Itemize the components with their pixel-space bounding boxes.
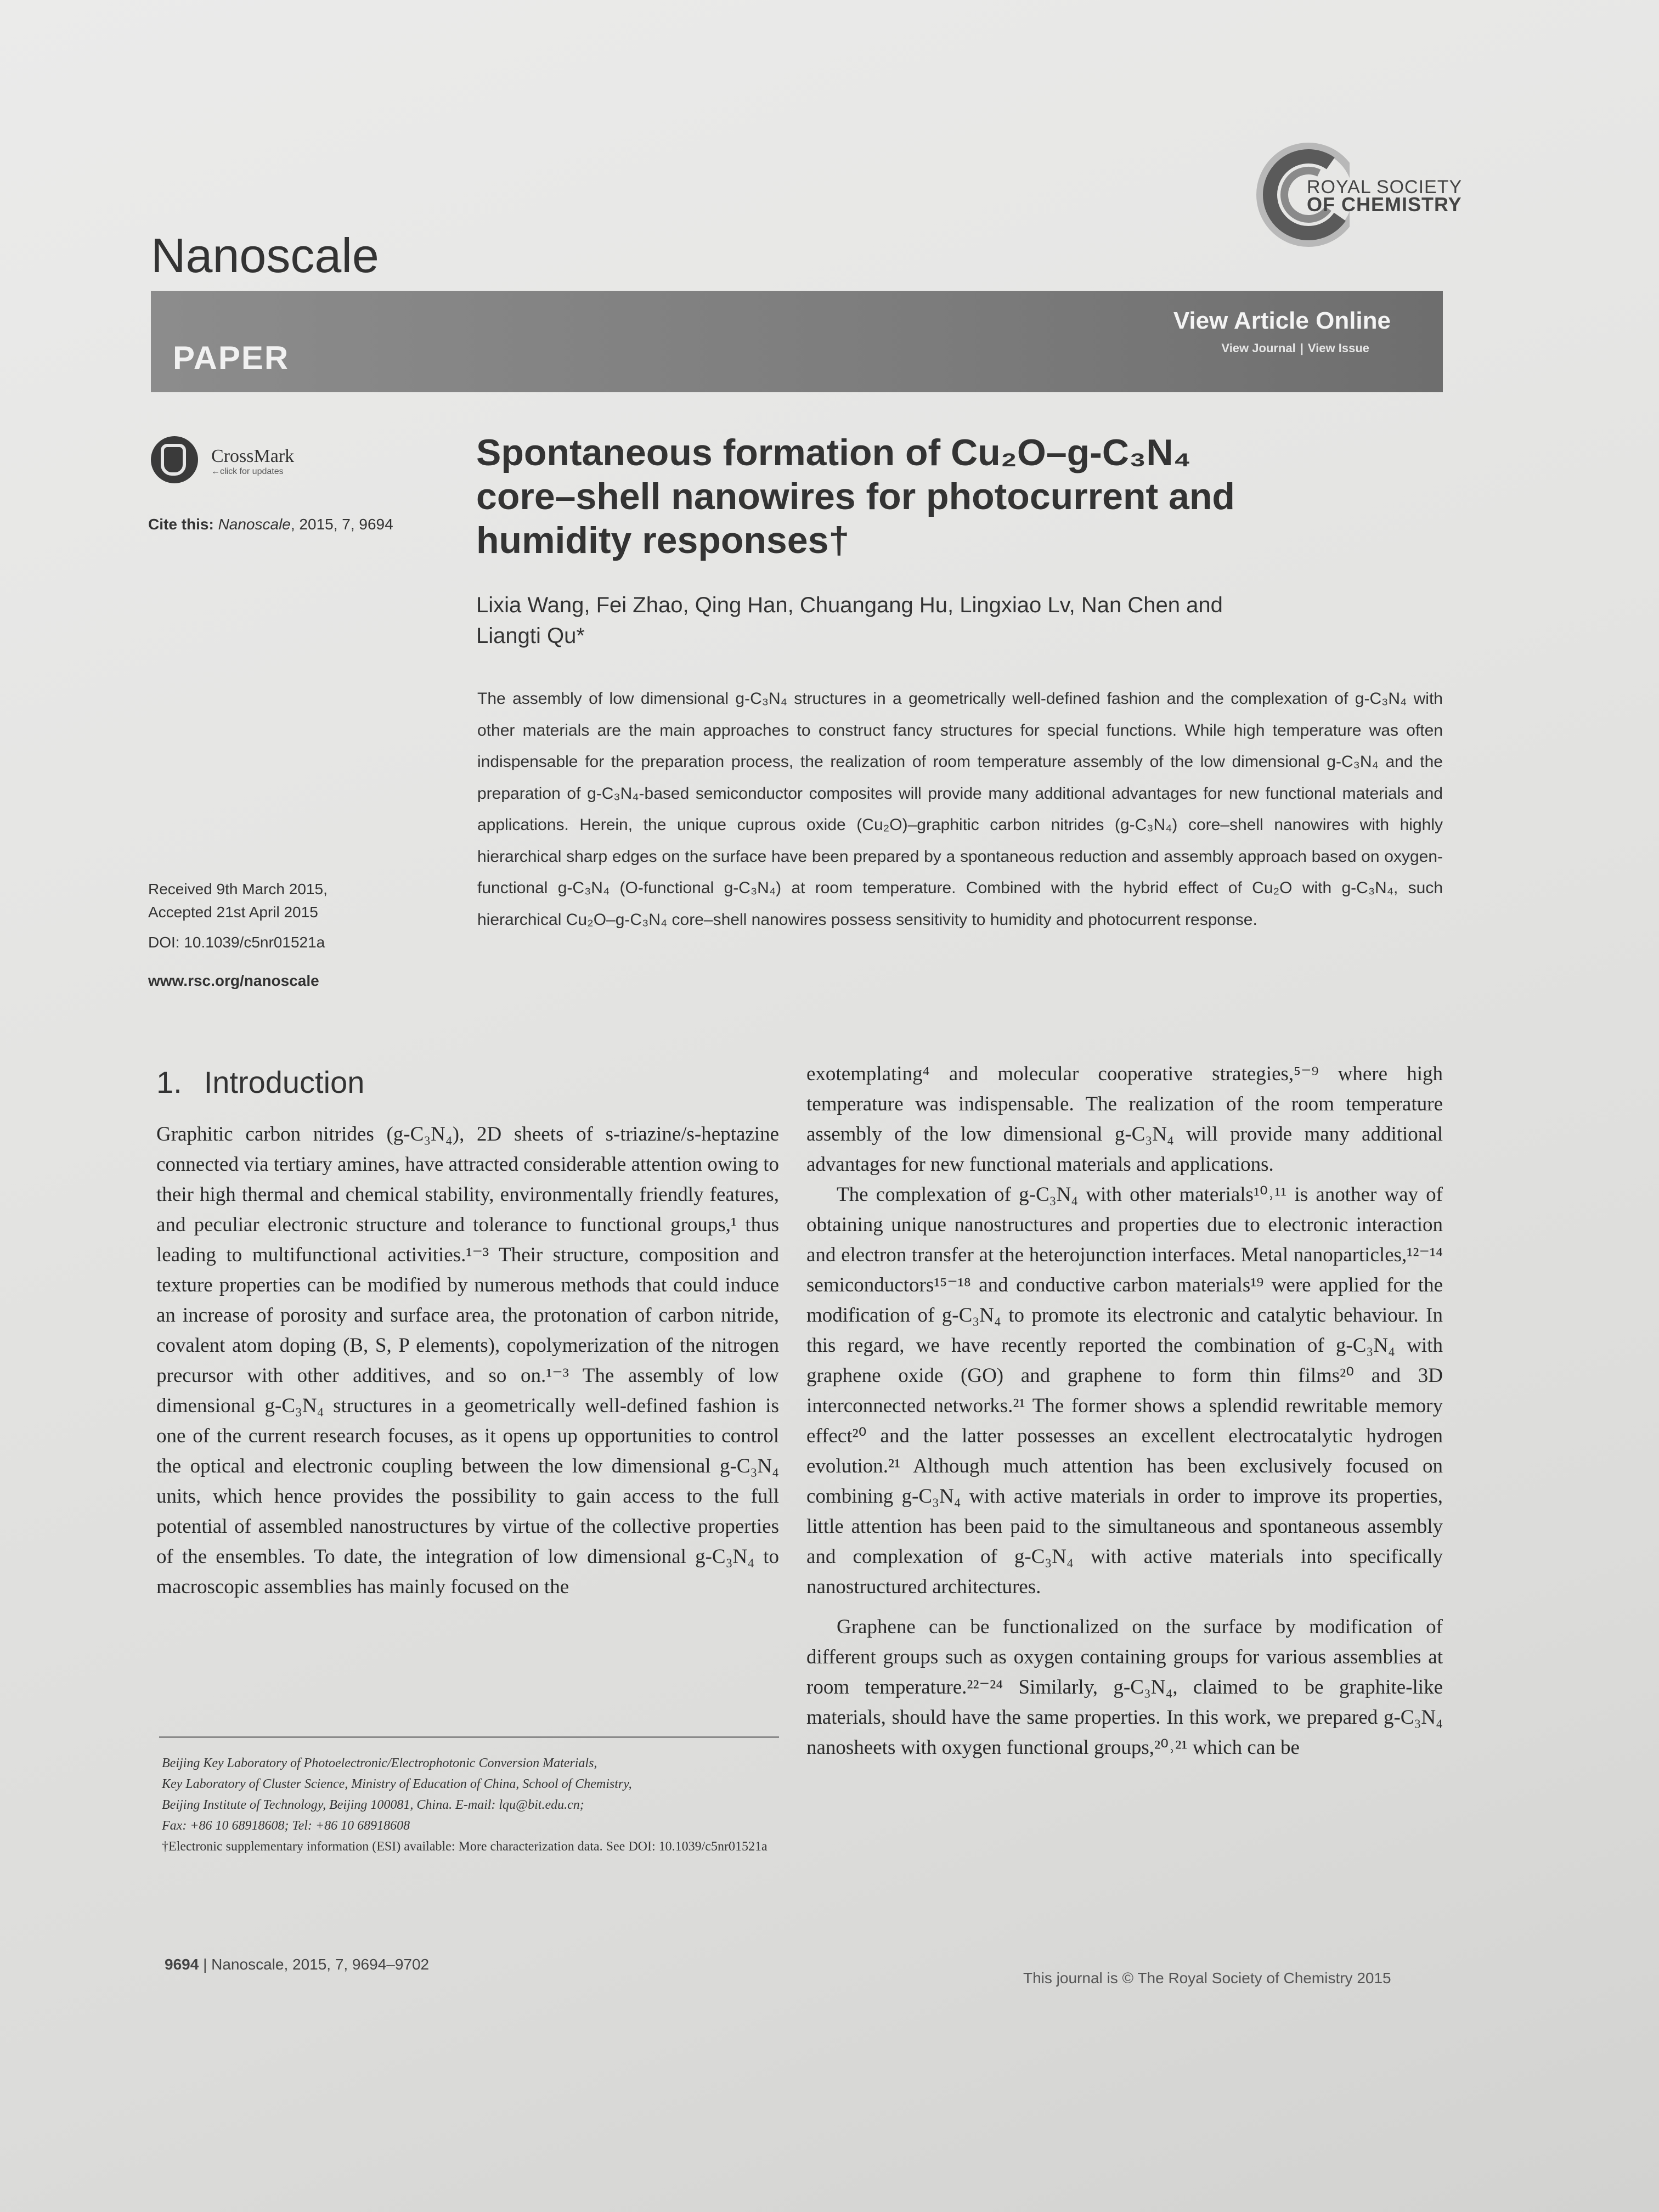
section-number: 1. [156, 1065, 182, 1099]
crossmark-title: CrossMark [211, 446, 295, 466]
footnotes [162, 1753, 782, 1857]
doi-link[interactable]: DOI: 10.1039/c5nr01521a [148, 934, 325, 951]
accepted-date: Accepted 21st April 2015 [148, 904, 318, 921]
cite-label: Cite this: [148, 516, 214, 533]
cite-journal: Nanoscale [218, 516, 291, 533]
article-type-label: PAPER [173, 340, 290, 376]
crossmark-icon [151, 436, 198, 483]
received-date: Received 9th March 2015, [148, 881, 328, 898]
article-title [476, 431, 1409, 562]
abstract: The assembly of low dimensional g-C₃N₄ structures in a geometrically well-defined fashion and the complexation of g-C₃N₄ with other materials are the main approaches to construct fancy structures for special functions. While high temperature was often indispensable for the preparation process, the realization of room temperature assembly of the low dimensional g-C₃N₄ and the preparation of g-C₃N₄-based semiconductor composites will provide many additional advantages for new functional materials and applications. Herein, the unique cuprous oxide (Cu₂O)–graphitic carbon nitrides (g-C₃N₄) core–shell nanowires with highly hierarchical sharp edges on the surface have been prepared by a spontaneous reduction and assembly approach based on oxygen-functional g-C₃N₄ (O-functional g-C₃N₄) at room temperature. Combined with the hybrid effect of Cu₂O with g-C₃N₄, such hierarchical Cu₂O–g-C₃N₄ core–shell nanowires possess sensitivity to humidity and photocurrent response. [477, 690, 1443, 929]
paragraph: Graphene can be functionalized on the surface by modification of different groups such as oxygen containing groups for various assemblies at room temperature.²²⁻²⁴ Similarly, g-C₃N₄, claimed to be graphite-like materials, should have the same properties. In this work, we prepared g-C₃N₄ nanosheets with oxygen functional groups,²⁰˒²¹ which can be [806, 1616, 1443, 1759]
view-issue-link[interactable]: View Issue [1307, 341, 1369, 355]
cite-ref: , 2015, 7, 9694 [290, 516, 393, 533]
section-heading [156, 1064, 364, 1100]
affiliation-line: Fax: +86 10 68918608; Tel: +86 10 68918608 [162, 1819, 410, 1833]
title-line-2: core–shell nanowires for photocurrent and [476, 476, 1235, 517]
journal-url-link[interactable]: www.rsc.org/nanoscale [148, 972, 319, 989]
body-column-right [806, 1059, 1443, 1763]
footnote-divider [159, 1736, 779, 1738]
rsc-line2: OF CHEMISTRY [1307, 193, 1462, 216]
paragraph: Graphitic carbon nitrides (g-C₃N₄), 2D sheets of s-triazine/s-heptazine connected via tertiary amines, have attracted considerable attention owing to their high thermal and chemical stability, environmentally friendly features, and peculiar electronic structure and tolerance to functional groups,¹ thus leading to multifunctional activities.¹⁻³ Their structure, composition and texture properties can be modified by numerous methods that could induce an increase of porosity and surface area, the protonation of carbon nitride, covalent atom doping (B, S, P elements), copolymerization of the nitrogen precursor with other additives, and so on.¹⁻³ The assembly of low dimensional g-C₃N₄ structures in a geometrically well-defined fashion is one of the current research focuses, as it opens up opportunities to control the optical and electronic coupling between the low dimensional g-C₃N₄ units, which hence provides the possibility to gain access to the full potential of assembled nanostructures by virtue of the collective properties of the ensembles. To date, the integration of low dimensional g-C₃N₄ to macroscopic assemblies has mainly focused on the [156, 1123, 779, 1598]
body-column-left [156, 1119, 779, 1602]
banner-separator: | [1300, 341, 1304, 355]
page-number: 9694 [165, 1956, 199, 1973]
rsc-wordmark [1307, 177, 1463, 216]
crossmark-badge[interactable] [151, 436, 315, 486]
crossmark-subtitle: ←click for updates [211, 467, 284, 476]
view-article-online-link[interactable]: View Article Online [1173, 307, 1391, 334]
page-footer-left [165, 1956, 429, 1973]
authors-line-2: Liangti Qu* [476, 624, 585, 648]
author-list [476, 590, 1409, 651]
affiliation-line: Beijing Key Laboratory of Photoelectronic/Electrophotonic Conversion Materials, [162, 1756, 597, 1770]
rsc-logo [1256, 129, 1465, 255]
banner-links [1219, 341, 1372, 356]
copyright-notice: This journal is © The Royal Society of Chemistry 2015 [1023, 1970, 1391, 1987]
footer-journal-ref: Nanoscale, 2015, 7, 9694–9702 [211, 1956, 430, 1973]
footer-separator: | [203, 1956, 207, 1973]
rsc-line1: ROYAL SOCIETY [1307, 177, 1463, 198]
affiliation-line: Beijing Institute of Technology, Beijing 100081, China. E-mail: lqu@bit.edu.cn; [162, 1798, 584, 1812]
cite-this [148, 516, 393, 533]
paragraph: exotemplating⁴ and molecular cooperative strategies,⁵⁻⁹ where high temperature was indispensable. The realization of the room temperature assembly of the low dimensional g-C₃N₄ will provide many additional advantages for new functional materials and applications. [806, 1063, 1443, 1176]
authors-line-1: Lixia Wang, Fei Zhao, Qing Han, Chuangang Hu, Lingxiao Lv, Nan Chen and [476, 593, 1223, 617]
esi-note: †Electronic supplementary information (ESI) available: More characterization data. See DOI: 10.1039/c5nr01521a [162, 1839, 768, 1854]
section-title: Introduction [204, 1065, 365, 1099]
view-journal-link[interactable]: View Journal [1221, 341, 1296, 355]
affiliation-line: Key Laboratory of Cluster Science, Ministry of Education of China, School of Chemistry, [162, 1777, 632, 1791]
title-line-1: Spontaneous formation of Cu₂O–g-C₃N₄ [476, 432, 1191, 473]
title-line-3: humidity responses† [476, 520, 850, 561]
article-type-banner [151, 291, 1443, 392]
paragraph: The complexation of g-C₃N₄ with other materials¹⁰˒¹¹ is another way of obtaining unique nanostructures and properties due to electronic interaction and electron transfer at the heterojunction interfaces. Metal nanoparticles,¹²⁻¹⁴ semiconductors¹⁵⁻¹⁸ and conductive carbon materials¹⁹ were applied for the modification of g-C₃N₄ to promote its electronic and catalytic behaviour. In this regard, we have recently reported the combination of g-C₃N₄ with graphene oxide (GO) and graphene to form thin films²⁰ and 3D interconnected networks.²¹ The former shows a splendid rewritable memory effect²⁰ and the latter possesses an excellent electrocatalytic hydrogen evolution.²¹ Although much attention has been exclusively focused on combining g-C₃N₄ with active materials in order to improve its properties, little attention has been paid to the simultaneous and spontaneous assembly and complexation of g-C₃N₄ with active materials into specifically nanostructured architectures. [806, 1183, 1443, 1598]
article-dates [148, 878, 328, 924]
journal-name: Nanoscale [151, 228, 379, 283]
